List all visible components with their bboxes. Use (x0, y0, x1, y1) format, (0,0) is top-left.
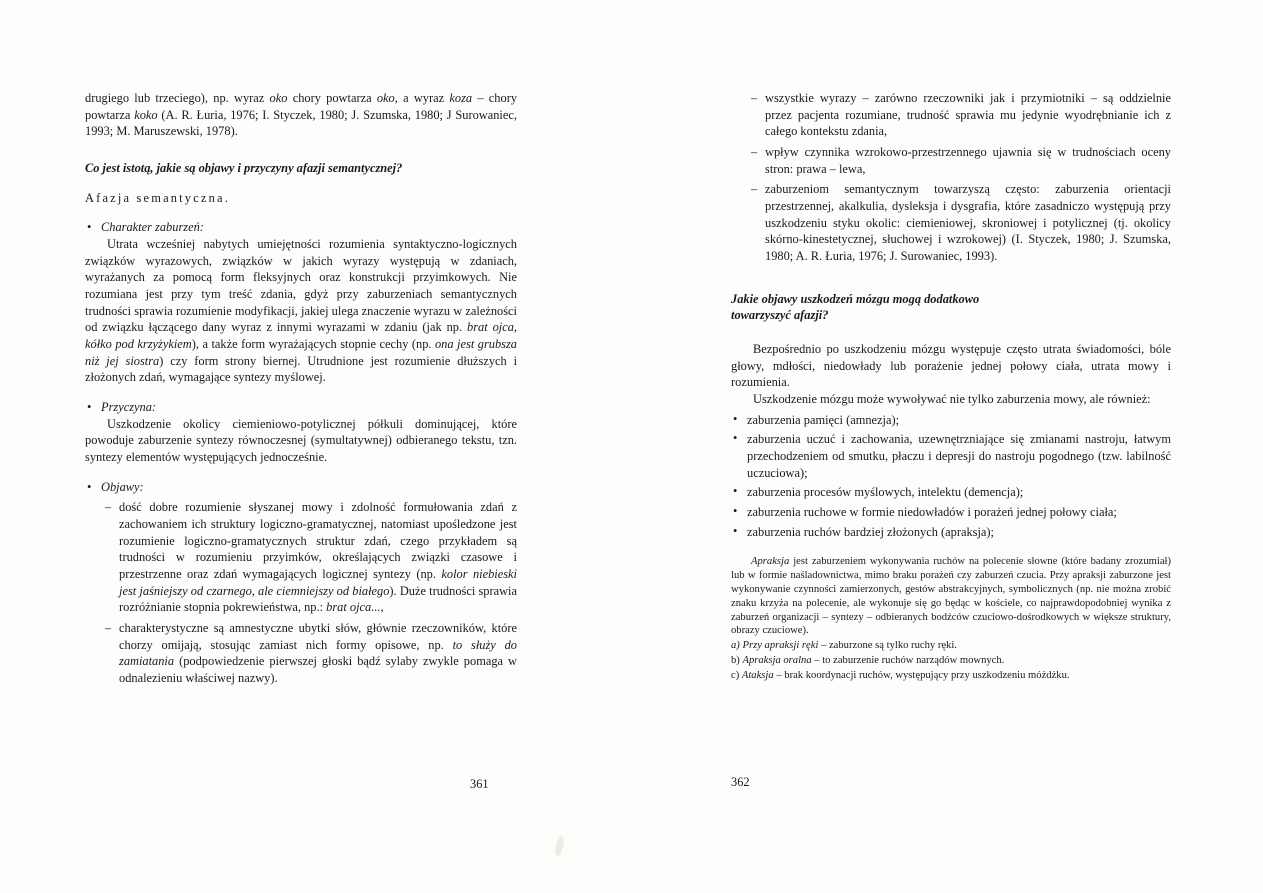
text-run: jest zaburzeniem wykonywania ruchów na polecenie słowne (które badany zrozumiał) lub w formie naśladownictwa, mimo braku porażeń czy zaburzeń czucia. Przy apraksji zaburzone jest wykonywanie czynności zamierzonych, gestów abstrakcyjnych, symbolicznych (np. nie można zrobić znaku krzyża na polecenie, ale wykonuje się go będąc w kościele, co najprawdopodobniej wynika z zaburzeń organizacji – syntezy – odbieranych bodźców czuciowo-dośrodkowych w większe struktury, obrazy czuciowe). (731, 556, 1171, 637)
text-run: a) Przy (731, 640, 765, 652)
right-page (631, 0, 1263, 893)
symptoms-dash-list (85, 499, 517, 686)
scan-artifact (554, 835, 565, 856)
continued-dash-list (731, 90, 1171, 265)
list-item: • zaburzenia ruchowe w formie niedowładów i porażeń jednej połowy ciała; (731, 504, 1171, 521)
section-heading-additional-symptoms-line1: Jakie objawy uszkodzeń mózgu mogą dodatkowo (731, 291, 980, 306)
text-run: – zaburzone są tylko ruchy ręki. (818, 640, 957, 652)
list-item: – zaburzeniom semantycznym towarzyszą często: zaburzenia orientacji przestrzennej, akalkulia, dysleksja i dysgrafia, które zasadniczo występują przy uszkodzeniu styku okolic: ciemieniowej, skroniowej i potylicznej (tj. okolicy skórno-kinestetycznej, słuchowej i wzrokowej) (I. Styczek, 1980; J. Szumska, 1980; A. R. Łuria, 1976; J. Surowaniec, 1993). (751, 181, 1171, 264)
text-run: charakterystyczne są amnestyczne ubytki słów, głównie rzeczowników, które chorzy omijają, stosując zamiast nich formy opisowe, np. (119, 621, 517, 652)
list-item: – wpływ czynnika wzrokowo-przestrzennego ujawnia się w trudnościach oceny stron: prawa – lewa, (751, 144, 1171, 177)
paragraph-continuation (85, 90, 517, 140)
bullet-cause: • Przyczyna: (85, 399, 517, 416)
italic-example: brat ojca, kółko pod krzyżykiem (85, 320, 517, 352)
text-run: – chory powtarza (85, 91, 518, 122)
list-item (105, 620, 517, 687)
text-run: , a wyraz (394, 91, 445, 105)
text-run: ). Duże trudności sprawia rozróżnianie stopnia pokrewieństwa, np.: (119, 583, 517, 615)
italic-term: apraksji ręki (764, 640, 819, 652)
footnote-definition (731, 555, 1171, 638)
text-run: (podpowiedzenie pierwszej głoski bądź sylaby zwykle pomaga w odnalezieniu właściwej nazwy). (119, 654, 517, 686)
paragraph-cause: Uszkodzenie okolicy ciemieniowo-potylicznej półkuli dominującej, które powoduje zaburzenie syntezy równoczesnej (symultatywnej) odbieranego tekstu, tzn. syntezy elementów występujących jednocześnie. (85, 416, 517, 465)
italic-example: brat ojca... (326, 600, 381, 615)
text-run: dość dobre rozumienie słyszanej mowy i zdolność formułowania zdań z zachowaniem ich struktury logiczno-gramatycznej, natomiast upośledzone jest rozumienie logiczno-gramatycznych struktur zdań, czego przykładem są trudności w rozumieniu przyimków, określających związki czasowe i przestrzenne oraz zdań wymagających logicznej syntezy (np. (119, 500, 517, 582)
footnote-item-b (731, 654, 1171, 668)
list-item: • zaburzenia procesów myślowych, intelektu (demencja); (731, 484, 1171, 501)
text-run: ) czy form strony biernej. Utrudnione jest rozumienie dłuższych i złożonych zdań, wymagające syntezy myślowej. (85, 353, 518, 385)
right-page-text-column (731, 90, 1171, 682)
page-number-right: 362 (731, 775, 750, 789)
text-run: – to zaburzenie ruchów narządów mownych. (811, 654, 1005, 666)
left-page (0, 0, 631, 893)
text-run: Utrata wcześniej nabytych umiejętności rozumienia syntaktyczno-logicznych związków wyrazowych, związków w jakich wyrazy występują w zdaniach, wyrażanych za pomocą form fleksyjnych oraz konstrukcji przyimkowych. Nie rozumiana jest przy tym treść zdania, gdyż przy zaburzeniach semantycznych trudności sprawia rozumienie modyfikacji, jakiej ulega znaczenie wyrazu w zależności od związku łączącego dany wyraz z innymi wyrazami w zdaniu (jak np. (85, 237, 517, 335)
list-item: • zaburzenia pamięci (amnezja); (731, 412, 1171, 429)
italic-term: koko (134, 107, 158, 122)
paragraph-character-of-disorders (85, 236, 517, 386)
text-run: – brak koordynacji ruchów, występujący przy uszkodzeniu móżdżku. (773, 669, 1070, 681)
text-run: , (380, 600, 384, 615)
paragraph-intro-list: Uszkodzenie mózgu może wywoływać nie tylko zaburzenia mowy, ale również: (753, 392, 1151, 407)
italic-example: ona jest grubsza niż jej siostra (85, 337, 517, 368)
page-number-left: 361 (470, 777, 489, 791)
subheading-aphasia-name: Afazja semantyczna. (85, 190, 230, 205)
italic-term: koza (449, 91, 473, 105)
text-run: J. Szumska, 1980; J Surowaniec, 1993; M. Maruszewski, 1978). (85, 107, 517, 139)
additional-symptoms-list (731, 412, 1171, 541)
text-run: drugiego lub trzeciego), np. wyraz (85, 91, 270, 105)
text-run: ), a także form wyrażających stopnie cechy (np. (191, 337, 435, 352)
list-item: – wszystkie wyrazy – zarówno rzeczowniki jak i przymiotniki – są oddzielnie przez pacjenta rozumiane, trudność sprawia mu jedynie wyodrębnianie ich z całego kontekstu zdania, (751, 90, 1171, 140)
bullet-character-of-disorders: • Charakter zaburzeń: (85, 219, 517, 236)
italic-term: oko (269, 91, 288, 105)
list-item: • zaburzenia ruchów bardziej złożonych (apraksja); (731, 524, 1171, 541)
text-run: (A. R. Łuria, 1976; I. Styczek, 1980; (157, 107, 348, 122)
left-page-text-column (85, 90, 517, 687)
list-item: • zaburzenia uczuć i zachowania, uzewnętrzniające się zmianami nastroju, łatwym przechodzeniem od smutku, płaczu i depresji do nastroju pogodnego (tzw. labilność uczuciowa); (731, 431, 1171, 481)
italic-example: kolor niebieski jest jaśniejszy od czarnego, ale ciemniejszy od białego (119, 567, 517, 598)
paragraph-immediate-effects: Bezpośrednio po uszkodzeniu mózgu występuje często utrata świadomości, bóle głowy, mdłości, niedowłady lub porażenie jednej połowy ciała, utrata mowy i rozumienia. (731, 342, 1171, 390)
text-run: b) (731, 654, 743, 666)
footnote-item-c (731, 669, 1171, 683)
footnote-apraxia (731, 555, 1171, 682)
bullet-symptoms: • Objawy: (85, 479, 517, 496)
italic-term: Ataksja (741, 669, 774, 681)
section-heading-additional-symptoms-line2: towarzyszyć afazji? (731, 308, 829, 323)
italic-term: Apraksja oralna (742, 654, 812, 666)
text-run: c) (731, 669, 742, 681)
list-item (105, 499, 517, 616)
text-run: chory powtarza (287, 91, 377, 105)
italic-example: to służy do zamiatania (119, 637, 517, 669)
section-heading-semantic-aphasia: Co jest istotą, jakie są objawy i przyczyny afazji semantycznej? (85, 161, 403, 176)
italic-term: Apraksja (751, 556, 790, 568)
italic-term: oko (376, 91, 395, 105)
footnote-item-a (731, 639, 1171, 653)
